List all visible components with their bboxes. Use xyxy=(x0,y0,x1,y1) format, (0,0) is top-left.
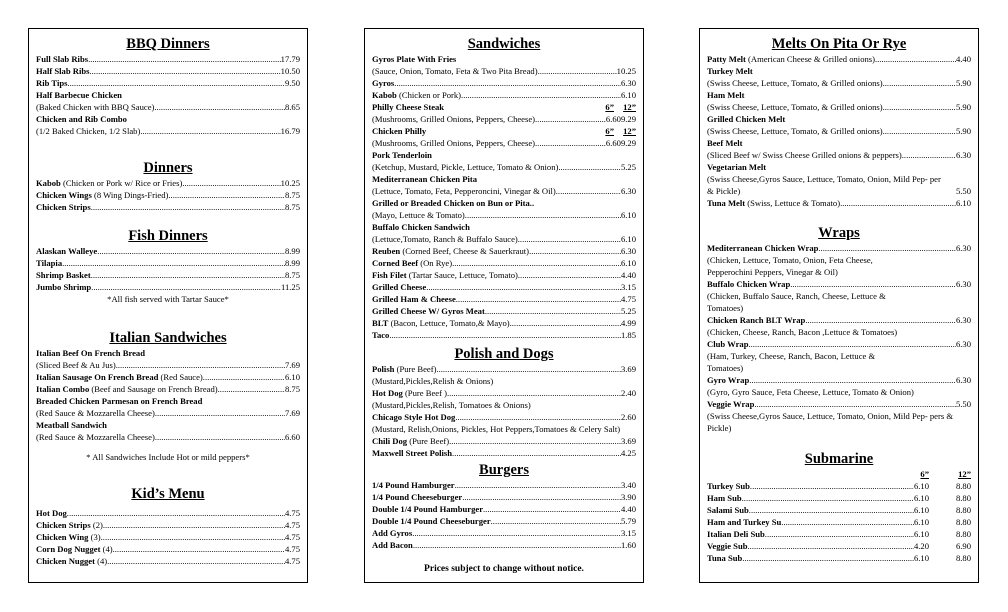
menu-item xyxy=(36,101,300,113)
item-desc: (3) xyxy=(88,532,101,542)
item-name: Ham and Turkey Su xyxy=(707,517,782,527)
menu-item xyxy=(372,161,636,173)
item-name: Corned Beef xyxy=(372,258,419,268)
menu-item xyxy=(707,398,971,410)
menu-item xyxy=(36,371,300,383)
item-desc: (Sliced Beef & Au Jus) xyxy=(36,360,116,370)
section-title-italian: Italian Sandwiches xyxy=(109,330,227,346)
item-name: Chicken Wings xyxy=(36,190,92,200)
menu-item xyxy=(707,540,971,552)
item-price: 6.30 xyxy=(955,243,971,253)
item-name: Chicken Strips xyxy=(36,202,91,212)
item-price-6in: 6.10 xyxy=(913,493,929,503)
item-name: Add Bacon xyxy=(372,540,413,550)
menu-panel-left xyxy=(28,28,308,583)
menu-item xyxy=(707,492,971,504)
item-desc: (Gyro, Gyro Sauce, Feta Cheese, Lettuce, Tomato & Onion) xyxy=(707,387,914,397)
item-price: 8.75 xyxy=(284,384,300,394)
item-name: Veggie Sub xyxy=(707,541,748,551)
menu-item xyxy=(36,407,300,419)
item-desc: (Ham, Turkey, Cheese, Ranch, Bacon, Lettuce & Tomatoes) xyxy=(707,351,876,373)
item-name: Full Slab Ribs xyxy=(36,54,89,64)
menu-item-title: Pork Tenderloin xyxy=(372,150,432,160)
item-name: 1/4 Pound Hamburger xyxy=(372,480,455,490)
item-desc: (Mustard,Pickles,Relish, Tomatoes & Onions) xyxy=(372,400,531,410)
menu-item xyxy=(372,65,636,77)
item-name: Grilled Ham & Cheese xyxy=(372,294,456,304)
menu-item-title: Vegetarian Melt xyxy=(707,162,767,172)
menu-item-title: Beef Melt xyxy=(707,138,743,148)
menu-item xyxy=(707,242,971,254)
menu-panel-right xyxy=(699,28,979,583)
item-name: Taco xyxy=(372,330,390,340)
menu-item-title: Meatball Sandwich xyxy=(36,420,107,430)
menu-item xyxy=(36,177,300,189)
item-desc: (Bacon, Lettuce, Tomato,& Mayo) xyxy=(388,318,510,328)
item-price-6in: 6.10 xyxy=(913,517,929,527)
menu-item xyxy=(36,53,300,65)
item-name: Salami Sub xyxy=(707,505,749,515)
item-price: 5.79 xyxy=(620,516,636,526)
item-price: 4.40 xyxy=(955,54,971,64)
menu-item xyxy=(36,201,300,213)
item-price: 11.25 xyxy=(280,282,300,292)
item-price: 3.40 xyxy=(620,480,636,490)
menu-item xyxy=(36,431,300,443)
item-price: 8.65 xyxy=(284,102,300,112)
item-price: 6.30 xyxy=(955,339,971,349)
menu-item xyxy=(36,543,300,555)
item-name: Chicken Philly xyxy=(372,126,427,136)
item-price: 3.69 xyxy=(620,436,636,446)
item-desc: (American Cheese & Grilled onions) xyxy=(745,54,875,64)
menu-item xyxy=(372,77,636,89)
bbq-list xyxy=(36,53,300,89)
item-name: Kabob xyxy=(372,90,397,100)
item-desc: (Pure Beef) xyxy=(407,436,450,446)
item-price: 5.90 xyxy=(955,126,971,136)
menu-item xyxy=(707,173,971,197)
menu-item-title: Ham Melt xyxy=(707,90,745,100)
item-name: Italian Sausage On French Bread xyxy=(36,372,159,382)
item-price-6in: 6.10 xyxy=(913,481,929,491)
section-title-burgers: Burgers xyxy=(479,462,529,478)
item-name: Maxwell Street Polish xyxy=(372,448,453,458)
menu-item xyxy=(372,363,636,375)
price-disclaimer: Prices subject to change without notice. xyxy=(424,564,584,574)
item-price: 5.90 xyxy=(955,102,971,112)
item-price: 5.50 xyxy=(955,399,971,409)
item-desc: (Mustard,Pickles,Relish & Onions) xyxy=(372,376,494,386)
menu-item xyxy=(707,504,971,516)
item-price: 6.30 xyxy=(955,315,971,325)
item-desc: (Sliced Beef w/ Swiss Cheese Grilled onions & peppers) xyxy=(707,150,902,160)
menu-item xyxy=(36,245,300,257)
menu-item xyxy=(372,281,636,293)
item-desc: (Chicken, Cheese, Ranch, Bacon ,Lettuce & Tomatoes) xyxy=(707,327,898,337)
item-desc: (4) xyxy=(94,556,108,566)
menu-item xyxy=(707,149,971,161)
item-name: Grilled Cheese W/ Gyros Meat xyxy=(372,306,485,316)
item-price: 4.75 xyxy=(620,294,636,304)
fish-list xyxy=(36,245,300,293)
item-desc: (Swiss Cheese, Lettuce, Tomato, & Grilled onions) xyxy=(707,126,883,136)
menu-item xyxy=(372,539,636,551)
menu-item xyxy=(36,281,300,293)
menu-item-title xyxy=(372,125,636,137)
item-price-12in: 8.80 xyxy=(955,481,971,491)
item-desc: (Tartar Sauce, Lettuce, Tomato) xyxy=(406,270,518,280)
item-name: Alaskan Walleye xyxy=(36,246,98,256)
item-name: Polish xyxy=(372,364,395,374)
item-desc: (1/2 Baked Chicken, 1/2 Slab) xyxy=(36,126,141,136)
menu-panel-middle xyxy=(364,28,644,583)
item-price: 4.99 xyxy=(620,318,636,328)
menu-item xyxy=(36,269,300,281)
menu-item-title: Gyros Plate With Fries xyxy=(372,54,457,64)
menu-item xyxy=(372,515,636,527)
size-label: 6” xyxy=(605,102,614,112)
item-price: 6.30 xyxy=(620,186,636,196)
item-price: 5.25 xyxy=(620,306,636,316)
item-price: 6.10 xyxy=(620,210,636,220)
item-desc: (Swiss Cheese,Gyros Sauce, Lettuce, Tomato, Onion, Mild Pep- per & Pickle) xyxy=(707,174,941,196)
item-name: Chicken Strips xyxy=(36,520,91,530)
menu-item xyxy=(372,137,636,149)
item-price: 8.75 xyxy=(284,202,300,212)
item-price-6in: 6.10 xyxy=(913,553,929,563)
menu-item xyxy=(707,516,971,528)
item-price: 3.69 xyxy=(620,364,636,374)
menu-item xyxy=(372,245,636,257)
item-price: 8.99 xyxy=(284,258,300,268)
section-title-bbq: BBQ Dinners xyxy=(126,36,210,52)
section-title-polish: Polish and Dogs xyxy=(454,346,554,362)
section-title-fish: Fish Dinners xyxy=(128,228,208,244)
item-price: 1.85 xyxy=(620,330,636,340)
item-name: Chicago Style Hot Dog xyxy=(372,412,456,422)
item-name: Philly Cheese Steak xyxy=(372,102,445,112)
item-desc: (Mayo, Lettuce & Tomato) xyxy=(372,210,465,220)
item-desc: (Red Sauce & Mozzarella Cheese) xyxy=(36,432,155,442)
menu-item xyxy=(372,411,636,423)
menu-item xyxy=(372,447,636,459)
item-price: 10.25 xyxy=(616,66,636,76)
item-name: Tuna Melt xyxy=(707,198,746,208)
menu-item-title: Half Barbecue Chicken xyxy=(36,90,122,100)
menu-item xyxy=(36,125,300,137)
menu-item xyxy=(372,233,636,245)
item-price: 6.10 xyxy=(620,258,636,268)
menu-item xyxy=(707,314,971,326)
size-label: 6” xyxy=(605,126,614,136)
item-name: BLT xyxy=(372,318,389,328)
item-name: Fish Filet xyxy=(372,270,407,280)
menu-item xyxy=(707,552,971,564)
menu-item xyxy=(372,89,636,101)
item-desc: (Mustard, Relish,Onions, Pickles, Hot Peppers,Tomatoes & Celery Salt) xyxy=(372,424,621,434)
size-label: 12” xyxy=(623,126,636,136)
item-name: Double 1/4 Pound Hamburger xyxy=(372,504,484,514)
menu-item-title xyxy=(372,101,636,113)
item-name: Club Wrap xyxy=(707,339,749,349)
item-name: Jumbo Shrimp xyxy=(36,282,92,292)
item-price: 17.79 xyxy=(280,54,300,64)
item-price: 9.29 xyxy=(620,138,636,148)
item-price: 6.30 xyxy=(955,375,971,385)
item-desc: (Pure Beef ) xyxy=(402,388,447,398)
item-desc: (Baked Chicken with BBQ Sauce) xyxy=(36,102,155,112)
burger-list xyxy=(372,479,636,551)
item-desc: (Chicken, Buffalo Sauce, Ranch, Cheese, Lettuce & Tomatoes) xyxy=(707,291,886,313)
item-name: Rib Tips xyxy=(36,78,68,88)
menu-item xyxy=(707,528,971,540)
item-price: 4.75 xyxy=(284,544,300,554)
item-desc: (Swiss Cheese,Gyros Sauce, Lettuce, Tomato, Onion, Mild Pep- pers & Pickle) xyxy=(707,411,954,433)
menu-item-title: Grilled Chicken Melt xyxy=(707,114,786,124)
item-name: Patty Melt xyxy=(707,54,746,64)
item-name: Gyros xyxy=(372,78,395,88)
item-price: 1.60 xyxy=(620,540,636,550)
section-title-melts: Melts On Pita Or Rye xyxy=(771,36,907,52)
item-price-12in: 8.80 xyxy=(955,529,971,539)
section-title-sandwiches: Sandwiches xyxy=(467,36,541,52)
menu-item xyxy=(36,531,300,543)
menu-item-title: Italian Beef On French Bread xyxy=(36,348,146,358)
item-desc: (Red Sauce) xyxy=(158,372,203,382)
menu-item xyxy=(36,555,300,567)
item-name: Kabob xyxy=(36,178,61,188)
menu-item xyxy=(36,383,300,395)
item-price: 4.40 xyxy=(620,504,636,514)
item-name: Corn Dog Nugget xyxy=(36,544,101,554)
item-name: Gyro Wrap xyxy=(707,375,750,385)
item-price: 6.60 xyxy=(284,432,300,442)
item-price: 4.75 xyxy=(284,520,300,530)
menu-item xyxy=(372,479,636,491)
item-desc: (4) xyxy=(100,544,113,554)
item-price: 2.40 xyxy=(620,388,636,398)
item-price: 16.79 xyxy=(280,126,300,136)
item-price: 6.30 xyxy=(955,150,971,160)
menu-item xyxy=(36,359,300,371)
item-price: 3.90 xyxy=(620,492,636,502)
menu-item xyxy=(707,125,971,137)
item-price: 5.25 xyxy=(620,162,636,172)
item-price: 6.60 xyxy=(605,138,621,148)
section-title-submarine: Submarine xyxy=(804,451,874,467)
item-name: Shrimp Basket xyxy=(36,270,91,280)
size-header xyxy=(707,468,971,480)
item-price-12in: 8.80 xyxy=(955,505,971,515)
menu-item xyxy=(707,53,971,65)
item-desc: (Chicken, Lettuce, Tomato, Onion, Feta Cheese, Pepperochini Peppers, Vinegar & Oil) xyxy=(707,255,873,277)
menu-item xyxy=(36,189,300,201)
item-desc: (Beef and Sausage on French Bread) xyxy=(89,384,218,394)
item-name: Ham Sub xyxy=(707,493,742,503)
menu-item xyxy=(36,77,300,89)
item-name: Grilled Cheese xyxy=(372,282,427,292)
item-price: 8.75 xyxy=(284,190,300,200)
item-price-12in: 8.80 xyxy=(955,517,971,527)
item-price: 4.75 xyxy=(284,508,300,518)
size-label: 6” xyxy=(920,469,929,479)
item-desc: (Mushrooms, Grilled Onions, Peppers, Cheese) xyxy=(372,114,536,124)
menu-item xyxy=(372,435,636,447)
item-price: 4.40 xyxy=(620,270,636,280)
item-price: 8.99 xyxy=(284,246,300,256)
item-name: Turkey Sub xyxy=(707,481,750,491)
menu-item xyxy=(372,113,636,125)
size-label: 12” xyxy=(958,469,971,479)
item-price: 6.30 xyxy=(955,279,971,289)
item-name: Double 1/4 Pound Cheeseburger xyxy=(372,516,491,526)
item-price: 4.25 xyxy=(620,448,636,458)
item-desc: (Chicken or Pork w/ Rice or Fries) xyxy=(60,178,183,188)
item-name: Tilapia xyxy=(36,258,63,268)
item-name: 1/4 Pound Cheeseburger xyxy=(372,492,463,502)
item-desc: (Corned Beef, Cheese & Sauerkraut) xyxy=(400,246,530,256)
item-name: Buffalo Chicken Wrap xyxy=(707,279,791,289)
item-price: 6.30 xyxy=(620,78,636,88)
item-name: Add Gyros xyxy=(372,528,413,538)
menu-item-title: Chicken and Rib Combo xyxy=(36,114,127,124)
item-desc: (Lettuce, Tomato, Feta, Pepperoncini, Vinegar & Oil) xyxy=(372,186,556,196)
item-price: 4.75 xyxy=(284,532,300,542)
item-desc: (8 Wing Dings-Fried) xyxy=(91,190,169,200)
item-price: 10.50 xyxy=(280,66,300,76)
menu-item xyxy=(372,527,636,539)
item-name: Half Slab Ribs xyxy=(36,66,90,76)
menu-item xyxy=(707,278,971,290)
section-title-dinners: Dinners xyxy=(143,160,193,176)
item-name: Italian Combo xyxy=(36,384,90,394)
item-price-6in: 6.10 xyxy=(913,529,929,539)
item-desc: (Swiss Cheese, Lettuce, Tomato, & Grilled onions) xyxy=(707,102,883,112)
menu-item xyxy=(372,257,636,269)
item-desc: (2) xyxy=(90,520,103,530)
item-price: 9.29 xyxy=(620,114,636,124)
fish-note: *All fish served with Tartar Sauce* xyxy=(107,294,229,304)
item-price: 10.25 xyxy=(280,178,300,188)
item-price: 7.69 xyxy=(284,408,300,418)
item-name: Reuben xyxy=(372,246,401,256)
item-name: Chicken Wing xyxy=(36,532,89,542)
menu-item-title: Mediterranean Chicken Pita xyxy=(372,174,478,184)
menu-item xyxy=(707,197,971,209)
section-title-kids: Kid’s Menu xyxy=(131,486,205,502)
menu-item xyxy=(36,257,300,269)
item-price: 2.60 xyxy=(620,412,636,422)
item-price: 3.15 xyxy=(620,528,636,538)
item-price: 6.60 xyxy=(605,114,621,124)
item-desc: (Sauce, Onion, Tomato, Feta & Two Pita Bread) xyxy=(372,66,538,76)
item-price: 9.50 xyxy=(284,78,300,88)
menu-item xyxy=(707,77,971,89)
item-name: Veggie Wrap xyxy=(707,399,755,409)
item-desc: (Chicken or Pork) xyxy=(396,90,462,100)
item-desc: (Pure Beef) xyxy=(394,364,437,374)
item-name: Tuna Sub xyxy=(707,553,743,563)
menu-item xyxy=(372,503,636,515)
menu-item xyxy=(372,387,636,399)
menu-item xyxy=(372,293,636,305)
item-name: Hot Dog xyxy=(372,388,403,398)
item-price: 6.30 xyxy=(620,246,636,256)
menu-item-title: Grilled or Breaded Chicken on Bun or Pita.. xyxy=(372,198,535,208)
item-price-6in: 6.10 xyxy=(913,505,929,515)
submarine-list xyxy=(707,480,971,564)
kids-list xyxy=(36,507,300,567)
item-desc: (Red Sauce & Mozzarella Cheese) xyxy=(36,408,155,418)
item-price: 5.90 xyxy=(955,78,971,88)
menu-item-title: Buffalo Chicken Sandwich xyxy=(372,222,470,232)
item-name: Italian Deli Sub xyxy=(707,529,765,539)
menu-item xyxy=(707,480,971,492)
menu-item xyxy=(372,209,636,221)
item-price: 8.75 xyxy=(284,270,300,280)
menu-item xyxy=(372,329,636,341)
menu-item xyxy=(707,101,971,113)
item-desc: (Swiss Cheese, Lettuce, Tomato, & Grilled onions) xyxy=(707,78,883,88)
menu-item xyxy=(36,65,300,77)
menu-item xyxy=(372,269,636,281)
item-desc: (Swiss, Lettuce & Tomato) xyxy=(745,198,841,208)
menu-item xyxy=(707,338,971,350)
item-price-12in: 8.80 xyxy=(955,553,971,563)
item-price: 6.10 xyxy=(955,198,971,208)
item-name: Chicken Nugget xyxy=(36,556,95,566)
item-price: 6.10 xyxy=(620,90,636,100)
item-price-6in: 4.20 xyxy=(913,541,929,551)
section-title-wraps: Wraps xyxy=(818,225,860,241)
sandwich-note: * All Sandwiches Include Hot or mild peppers* xyxy=(86,452,250,462)
item-name: Chili Dog xyxy=(372,436,408,446)
item-price: 3.15 xyxy=(620,282,636,292)
menu-item-title: Turkey Melt xyxy=(707,66,753,76)
item-desc: (Ketchup, Mustard, Pickle, Lettuce, Tomato & Onion) xyxy=(372,162,559,172)
item-desc: (On Rye) xyxy=(418,258,453,268)
item-price-12in: 8.80 xyxy=(955,493,971,503)
item-name: Hot Dog xyxy=(36,508,67,518)
menu-item xyxy=(372,305,636,317)
menu-item-title: Breaded Chicken Parmesan on French Bread xyxy=(36,396,203,406)
item-price: 6.10 xyxy=(620,234,636,244)
item-price-12in: 6.90 xyxy=(955,541,971,551)
dinners-list xyxy=(36,177,300,213)
menu-item xyxy=(372,185,636,197)
sandwich-list xyxy=(372,245,636,341)
item-name: Chicken Ranch BLT Wrap xyxy=(707,315,806,325)
menu-item xyxy=(372,317,636,329)
menu-item xyxy=(36,507,300,519)
menu-item xyxy=(36,519,300,531)
item-name: Mediterranean Chicken Wrap xyxy=(707,243,819,253)
item-price: 4.75 xyxy=(284,556,300,566)
item-price: 5.50 xyxy=(955,186,971,196)
menu-item xyxy=(372,491,636,503)
item-desc: (Lettuce,Tomato, Ranch & Buffalo Sauce) xyxy=(372,234,518,244)
menu-item xyxy=(707,374,971,386)
size-label: 12” xyxy=(623,102,636,112)
item-desc: (Mushrooms, Grilled Onions, Peppers, Cheese) xyxy=(372,138,536,148)
item-price: 6.10 xyxy=(284,372,300,382)
item-price: 7.69 xyxy=(284,360,300,370)
